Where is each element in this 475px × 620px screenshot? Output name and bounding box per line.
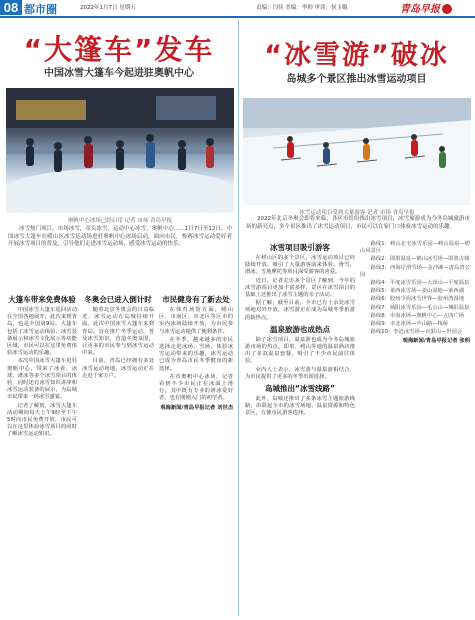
route-item: 路线9：市北冰场—中山路—栈桥 — [370, 321, 449, 328]
paragraph: 在崂山区的多个景区，冰雪运动项目已经陆续开放，吸引了大量游客前来体验。滑雪、滑冰、雪地摩托等项目深受游客的喜爱。 — [245, 255, 355, 276]
route-item: 路线6：胶州少海冰雪世界—胶州湾湿地 — [370, 296, 465, 303]
page-number: 08 — [0, 0, 22, 15]
paragraph: 目前，青岛已经拥有多处冰雪运动场地，冰雪运动正在走进千家万户。 — [82, 358, 154, 379]
left-photo-caption: 奥帆中心冰场已经启用 记者 市场 青岛早报 — [67, 218, 173, 224]
left-column-3 — [159, 292, 233, 413]
left-section-heading-2: 冬奥会已进入倒计时 — [84, 295, 152, 304]
skaters-illustration — [6, 88, 234, 213]
left-section-heading-3: 市民健身有了新去处 — [162, 295, 230, 304]
left-headline: “大篷车”发车 — [23, 33, 215, 66]
right-section-heading-1: 冰雪项目吸引游客 — [270, 243, 330, 252]
right-intro: 2022年北京冬奥会即将来临，各区市纷纷推出冰雪项目，冰雪旅游成为今冬岛城旅游市场的新亮点，多个景区推出了冰雪运动项目，市民可以在家门口体验冰雪运动的乐趣。 — [246, 216, 470, 230]
skiers-illustration — [243, 98, 471, 205]
right-photo-ski-slope — [243, 98, 471, 205]
left-byline: 观海新闻/青岛早报记者 刘世杰 — [160, 404, 233, 411]
paragraph: 据了解，截至目前，全市已有十余处冰雪场地对外开放，冰雪游正在成为岛城冬季旅游的新热点。 — [245, 300, 355, 321]
route-item: 路线3：西海岸滑雪场—金沙滩—唐岛湾公园 — [360, 264, 470, 278]
logo-mark-icon — [442, 4, 452, 14]
route-item: 路线7：城阳冰雪乐园—毛公山—城阳温泉 — [370, 304, 470, 311]
editor-credits: 责编：闫佳 美编：李帅 审读：侯玉娥 — [256, 5, 348, 11]
right-section-heading-3: 岛城推出“冰雪线路” — [265, 384, 335, 394]
left-photo-ice-rink — [6, 88, 234, 213]
left-column-2 — [82, 292, 154, 381]
paragraph: 在冬季，越来越多的市民选择走进冰场、雪场，体验冰雪运动带来的乐趣，冰雪运动已成为青岛市民冬季健身的新选择。 — [159, 336, 233, 372]
route-item: 路线1：崂山北宅冰雪乐园—崂山温泉—崂山风景区 — [360, 241, 470, 255]
column-divider — [238, 20, 239, 616]
paragraph: 在市奥帆中心冰场，记者看到不少市民正在冰面上滑行，其中既有专业的滑冰爱好者，也有刚刚入门的初学者。 — [159, 373, 233, 402]
right-column-1 — [245, 240, 355, 419]
paragraph: 在体育场馆方面，崂山区、市南区、市北区等区市的室内冰场陆续开放，为市民参与冰雪运动提供了便利条件。 — [159, 307, 233, 335]
issue-date: 2022年1月7日 星期五 — [80, 5, 136, 11]
paragraph: 随着北京冬奥会的日益临近，冰雪运动在岛城持续升温。此次中国冰雪大篷车来到青岛，旨在推广冬季运动，普及冰雪知识，营造冬奥氛围，让更多的市民参与到冰雪运动中来。 — [82, 307, 154, 357]
paragraph: 中国冰雪大篷车巡回活动在全国各地展开，此次来到青岛，也是全国第9站。大篷车包括了冰雪运动体验、冰雪装备展示和冰雪文化展示等功能区域，市民可以在这里免费体验冰雪运动的乐趣。 — [7, 307, 77, 357]
right-subheadline: 岛城多个景区推出冰雪运动项目 — [286, 74, 427, 85]
page-header — [0, 0, 475, 15]
left-column-1 — [7, 292, 77, 440]
route-item: 路线4：平度冰雪乐园—大泽山—平度温泉 — [370, 280, 470, 287]
header-rule — [0, 16, 475, 18]
left-section-heading-1: 大篷车带来免费体验 — [8, 295, 76, 304]
route-item: 路线5：莱西冰雪场—姜山湿地—莱西湖 — [370, 288, 465, 295]
section-name: 都市圈 — [24, 3, 57, 16]
paragraph: 本次中国冰雪大篷车进驻奥帆中心，带来了冰壶、冰球、滑冰等多个冰雪项目的体验，同时还有冰雪知识讲座和冰雪运动装备的展示，为岛城市民带来一场冰雪盛宴。 — [7, 358, 77, 401]
left-intro: 冰雪热门项目，市场冰雪，章头冰雪，运动中心冰雪，奥帆中心……1月7日至12日，中国冰雪大篷车在崂山区冰雪运动场进驻奥帆中心冰场启动，面向市民，参赛冰雪运动爱好者开展冰雪项目的普及，引导他们走进冰雪运动场，感受冰雪运动的快乐。 — [8, 226, 232, 247]
route-item: 路线8：市南冰场—奥帆中心—五四广场 — [370, 312, 465, 319]
right-photo-caption: 冰雪运动项目受到大量游客 记者 市场 青岛早报 — [299, 210, 415, 216]
logo-text: 青岛早报 — [400, 4, 440, 15]
newspaper-logo — [400, 0, 452, 14]
route-item: 路线10：李沧冰雪场—百果山—世园会 — [370, 329, 463, 336]
right-byline: 观海新闻/青岛早报记者 张明 — [402, 338, 470, 345]
paragraph: 除了冰雪项目，温泉游也成为今冬岛城旅游市场的热点。即墨、崂山等地的温泉酒店推出了多款温泉套餐，吸引了不少市民前往体验。 — [245, 336, 355, 365]
right-headline: “冰雪游”破冰 — [264, 40, 449, 71]
paragraph: 此外，岛城还推出了多条冰雪主题旅游线路，串联起全市的冰雪场地、温泉资源和特色景区，方便市民游客选择。 — [245, 396, 355, 417]
paragraph: 近日，记者走访多个景区了解到，今年的冰雪游项目更加丰富多样，景区在冰雪项目的基础上还推出了冰雪主题的亲子活动。 — [245, 277, 355, 299]
route-item: 路线2：即墨温泉—鹤山冰雪场—即墨古城 — [370, 256, 470, 263]
left-subheadline: 中国冰雪大篷车今起进驻奥帆中心 — [44, 68, 194, 79]
paragraph: 业内人士表示，冰雪游与温泉游相结合，为市民提供了更多的冬季出游选择。 — [245, 366, 355, 380]
paragraph: 记者了解到，冰雪大篷车活动期间每天上午9时至下午5时向市民免费开放，市民可以在这里体验冰雪项目的同时了解冰雪运动知识。 — [7, 402, 77, 438]
right-section-heading-2: 温泉旅游也成热点 — [270, 324, 330, 334]
right-column-2 — [360, 240, 470, 347]
